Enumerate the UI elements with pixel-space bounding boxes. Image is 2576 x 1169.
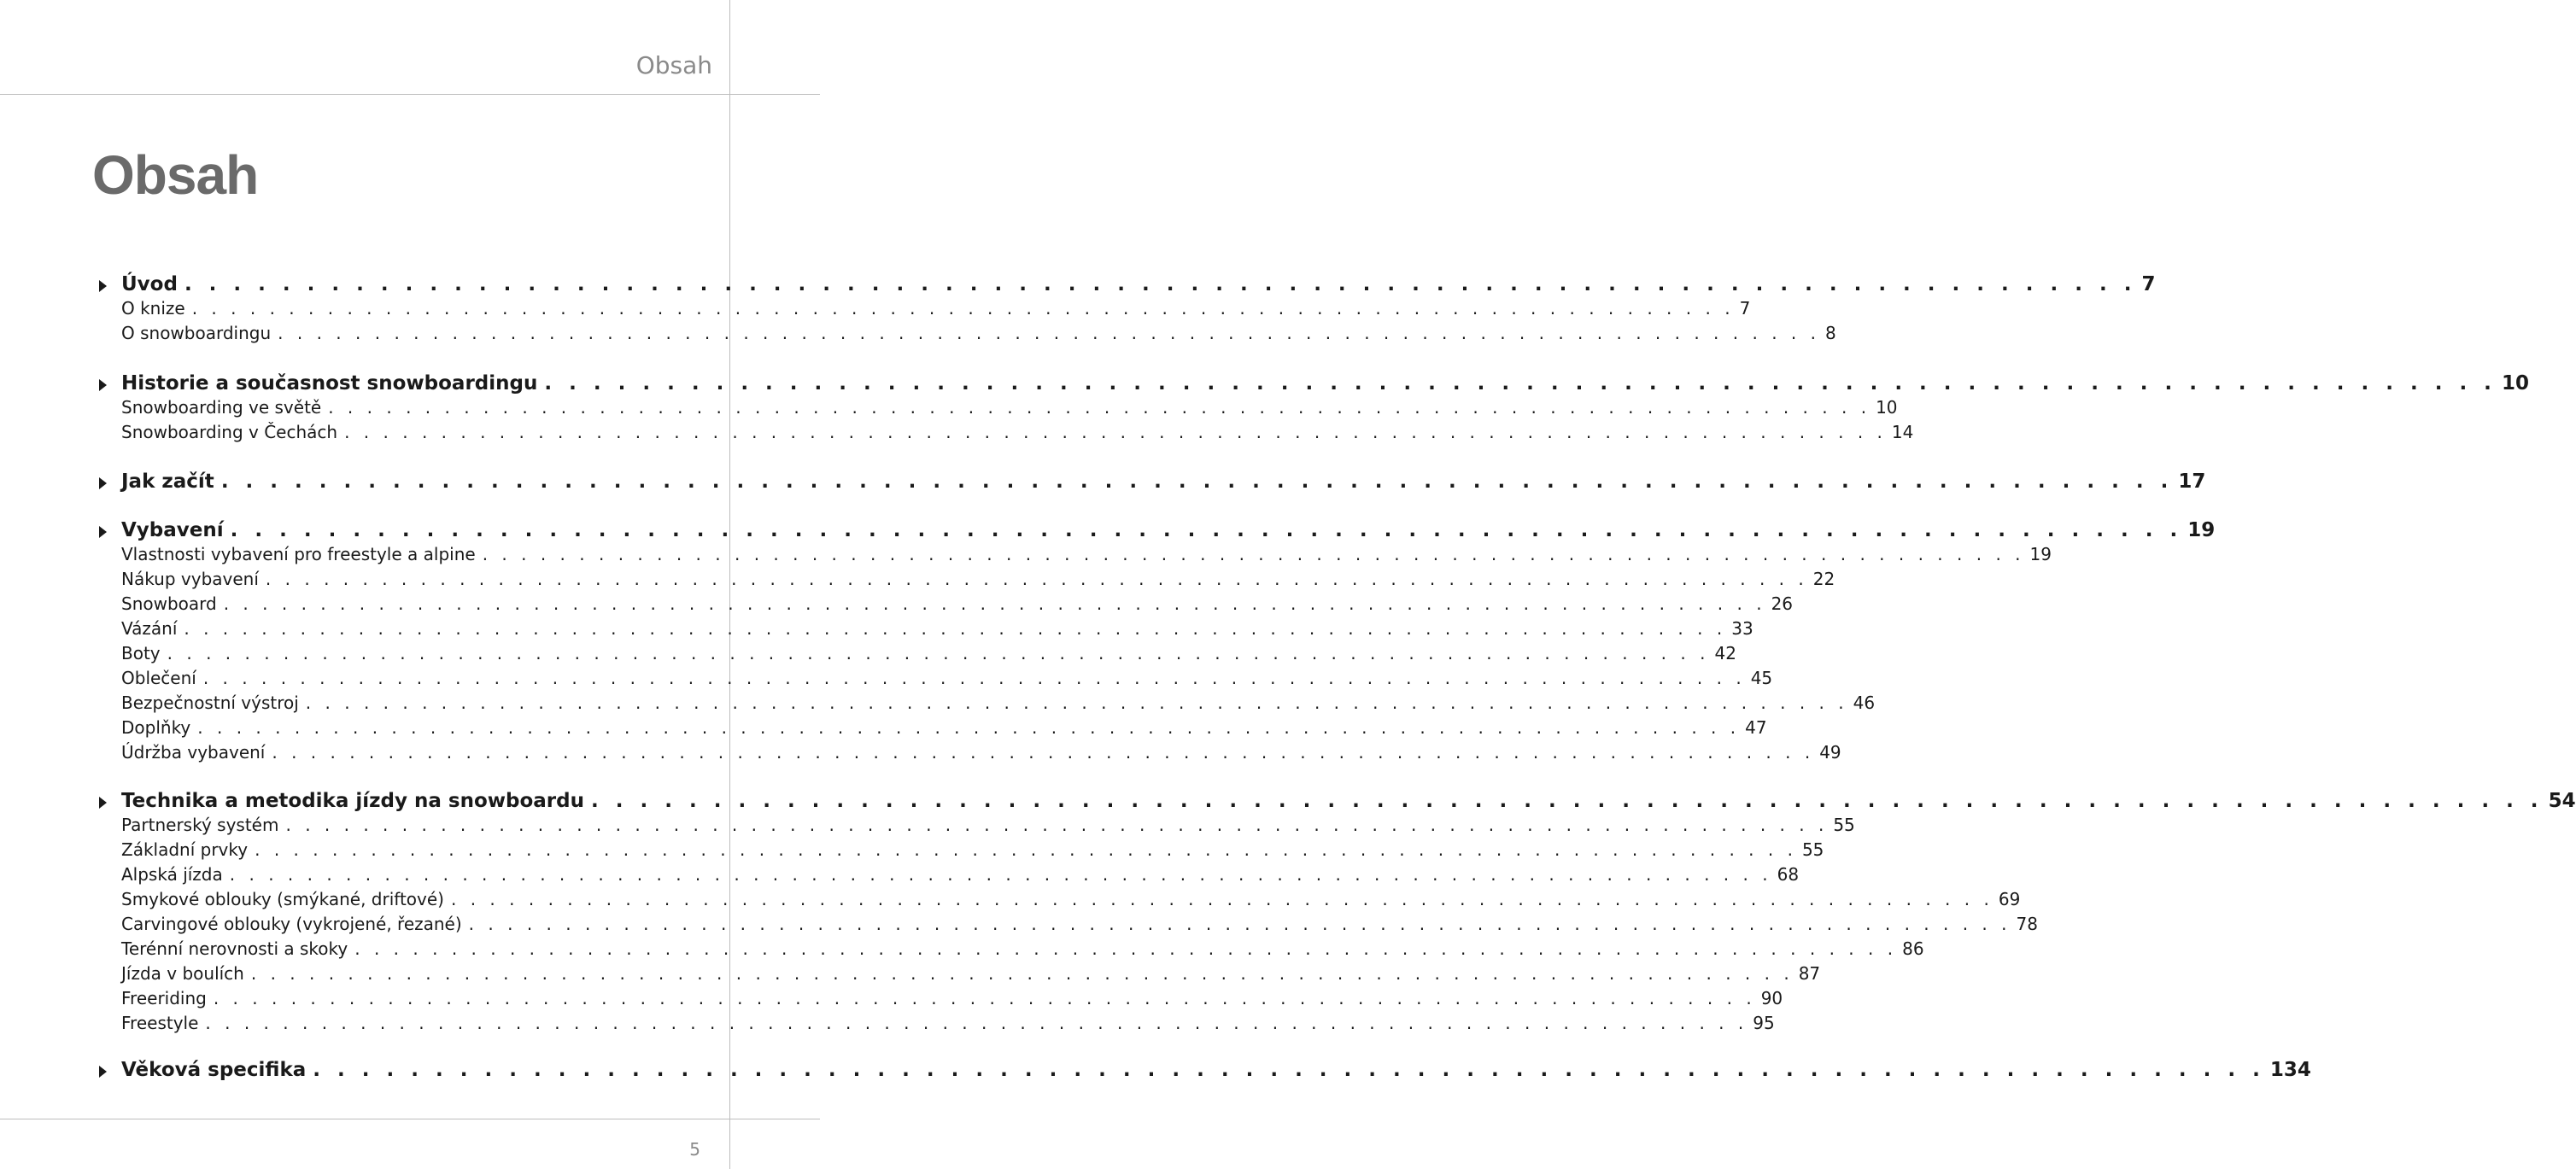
toc-entry-title: O knize — [121, 298, 185, 319]
dot-leader: . . . . . . . . . . . . . . . . . . . . . . . . . . . . . . . . . . . . . . . . . . . . . . . . . . . . . . . . . . . . . . . . . . . . . . . . . . . . . . . . — [191, 298, 1735, 319]
toc-entry-page: 78 — [2016, 914, 2038, 934]
triangle-right-icon — [99, 797, 107, 809]
toc-section-entry — [121, 693, 1876, 718]
dot-leader: . . . . . . . . . . . . . . . . . . . . . . . . . . . . . . . . . . . . . . . . . . . . . . . . . . . . . . . . . . . . . . . . . . . . . . . . . . . . . . . . — [313, 1059, 2265, 1081]
toc-entry-page: 49 — [1819, 742, 1841, 763]
toc-entry-title: Vlastnosti vybavení pro freestyle a alpine — [121, 544, 476, 564]
toc-section-entry — [121, 963, 1821, 989]
toc-entry-title: Jak začít — [121, 471, 214, 493]
dot-leader: . . . . . . . . . . . . . . . . . . . . . . . . . . . . . . . . . . . . . . . . . . . . . . . . . . . . . . . . . . . . . . . . . . . . . . . . . . . . . . . . — [220, 471, 2174, 493]
toc-entry-page: 42 — [1714, 643, 1736, 663]
triangle-right-icon — [99, 280, 107, 292]
toc-entry-page: 69 — [1998, 889, 2021, 909]
dot-leader: . . . . . . . . . . . . . . . . . . . . . . . . . . . . . . . . . . . . . . . . . . . . . . . . . . . . . . . . . . . . . . . . . . . . . . . . . . . . . . . . — [223, 593, 1766, 614]
toc-entry-page: 7 — [2141, 273, 2156, 295]
toc-chapter-entry — [121, 1059, 2311, 1084]
toc-entry-page: 55 — [1833, 815, 1855, 835]
dot-leader: . . . . . . . . . . . . . . . . . . . . . . . . . . . . . . . . . . . . . . . . . . . . . . . . . . . . . . . . . . . . . . . . . . . . . . . . . . . . . . . . — [213, 988, 1756, 1008]
toc-entry-title: Partnerský systém — [121, 815, 279, 835]
toc-entry-page: 22 — [1812, 569, 1835, 589]
toc-entry-page: 68 — [1777, 864, 1800, 885]
toc-section-entry — [121, 717, 1767, 743]
toc-entry-page: 46 — [1853, 693, 1876, 713]
toc-entry-page: 45 — [1750, 668, 1773, 688]
toc-entry-title: Vybavení — [121, 519, 224, 541]
dot-leader: . . . . . . . . . . . . . . . . . . . . . . . . . . . . . . . . . . . . . . . . . . . . . . . . . . . . . . . . . . . . . . . . . . . . . . . . . . . . . . . . — [344, 422, 1887, 442]
dot-leader: . . . . . . . . . . . . . . . . . . . . . . . . . . . . . . . . . . . . . . . . . . . . . . . . . . . . . . . . . . . . . . . . . . . . . . . . . . . . . . . . — [255, 839, 1797, 860]
toc-entry-page: 19 — [2187, 519, 2216, 541]
toc-entry-page: 47 — [1745, 717, 1767, 738]
toc-entry-title: O snowboardingu — [121, 323, 272, 343]
toc-chapter-entry — [121, 790, 2576, 815]
toc-entry-title: Základní prvky — [121, 839, 249, 860]
dot-leader: . . . . . . . . . . . . . . . . . . . . . . . . . . . . . . . . . . . . . . . . . . . . . . . . . . . . . . . . . . . . . . . . . . . . . . . . . . . . . . . . — [184, 618, 1727, 639]
dot-leader: . . . . . . . . . . . . . . . . . . . . . . . . . . . . . . . . . . . . . . . . . . . . . . . . . . . . . . . . . . . . . . . . . . . . . . . . . . . . . . . . — [451, 889, 1993, 909]
toc-section-entry — [121, 839, 1824, 865]
toc-section-entry — [121, 1013, 1775, 1038]
toc-chapter-entry — [121, 471, 2206, 496]
toc-entry-page: 10 — [1876, 397, 1898, 418]
toc-entry-page: 7 — [1739, 298, 1751, 319]
toc-entry-title: Věková specifika — [121, 1059, 307, 1081]
dot-leader: . . . . . . . . . . . . . . . . . . . . . . . . . . . . . . . . . . . . . . . . . . . . . . . . . . . . . . . . . . . . . . . . . . . . . . . . . . . . . . . . — [184, 273, 2137, 295]
dot-leader: . . . . . . . . . . . . . . . . . . . . . . . . . . . . . . . . . . . . . . . . . . . . . . . . . . . . . . . . . . . . . . . . . . . . . . . . . . . . . . . . — [197, 717, 1741, 738]
toc-section-entry — [121, 323, 1836, 348]
dot-leader: . . . . . . . . . . . . . . . . . . . . . . . . . . . . . . . . . . . . . . . . . . . . . . . . . . . . . . . . . . . . . . . . . . . . . . . . . . . . . . . . — [265, 569, 1808, 589]
toc-entry-title: Nákup vybavení — [121, 569, 259, 589]
dot-leader: . . . . . . . . . . . . . . . . . . . . . . . . . . . . . . . . . . . . . . . . . . . . . . . . . . . . . . . . . . . . . . . . . . . . . . . . . . . . . . . . — [202, 668, 1746, 688]
toc-entry-title: Úvod — [121, 273, 178, 295]
toc-entry-page: 14 — [1891, 422, 1914, 442]
toc-section-entry — [121, 668, 1773, 693]
toc-entry-title: Boty — [121, 643, 161, 663]
toc-section-entry — [121, 938, 1924, 964]
toc-section-entry — [121, 569, 1835, 594]
toc-section-entry — [121, 889, 2021, 915]
toc-section-entry — [121, 397, 1898, 423]
toc-entry-title: Snowboarding ve světě — [121, 397, 322, 418]
toc-section-entry — [121, 742, 1841, 768]
dot-leader: . . . . . . . . . . . . . . . . . . . . . . . . . . . . . . . . . . . . . . . . . . . . . . . . . . . . . . . . . . . . . . . . . . . . . . . . . . . . . . . . — [354, 938, 1898, 959]
toc-entry-page: 90 — [1760, 988, 1783, 1008]
toc-entry-page: 54 — [2548, 790, 2576, 812]
toc-entry-title: Doplňky — [121, 717, 191, 738]
toc-entry-title: Smykové oblouky (smýkané, driftové) — [121, 889, 444, 909]
toc-chapter-entry — [121, 372, 2529, 398]
toc-entry-title: Freeriding — [121, 988, 207, 1008]
dot-leader: . . . . . . . . . . . . . . . . . . . . . . . . . . . . . . . . . . . . . . . . . . . . . . . . . . . . . . . . . . . . . . . . . . . . . . . . . . . . . . . . — [305, 693, 1848, 713]
toc-entry-title: Snowboard — [121, 593, 217, 614]
toc-entry-page: 26 — [1771, 593, 1794, 614]
dot-leader: . . . . . . . . . . . . . . . . . . . . . . . . . . . . . . . . . . . . . . . . . . . . . . . . . . . . . . . . . . . . . . . . . . . . . . . . . . . . . . . . — [205, 1013, 1748, 1033]
dot-leader: . . . . . . . . . . . . . . . . . . . . . . . . . . . . . . . . . . . . . . . . . . . . . . . . . . . . . . . . . . . . . . . . . . . . . . . . . . . . . . . . — [229, 864, 1772, 885]
running-head: Obsah — [635, 51, 712, 79]
toc-entry-title: Terénní nerovnosti a skoky — [121, 938, 348, 959]
triangle-right-icon — [99, 1066, 107, 1078]
toc-entry-page: 86 — [1902, 938, 1924, 959]
toc-section-entry — [121, 864, 1800, 890]
toc-entry-title: Snowboarding v Čechách — [121, 422, 338, 442]
dot-leader: . . . . . . . . . . . . . . . . . . . . . . . . . . . . . . . . . . . . . . . . . . . . . . . . . . . . . . . . . . . . . . . . . . . . . . . . . . . . . . . . — [272, 742, 1815, 763]
dot-leader: . . . . . . . . . . . . . . . . . . . . . . . . . . . . . . . . . . . . . . . . . . . . . . . . . . . . . . . . . . . . . . . . . . . . . . . . . . . . . . . . — [482, 544, 2025, 564]
triangle-right-icon — [99, 526, 107, 538]
toc-entry-title: Jízda v boulích — [121, 963, 244, 984]
toc-entry-page: 33 — [1731, 618, 1753, 639]
toc-section-entry — [121, 988, 1783, 1014]
dot-leader: . . . . . . . . . . . . . . . . . . . . . . . . . . . . . . . . . . . . . . . . . . . . . . . . . . . . . . . . . . . . . . . . . . . . . . . . . . . . . . . . — [167, 643, 1710, 663]
page-number: 5 — [689, 1139, 700, 1160]
toc-entry-title: Oblečení — [121, 668, 196, 688]
toc-entry-title: Technika a metodika jízdy na snowboardu — [121, 790, 584, 812]
toc-section-entry — [121, 422, 1914, 447]
toc-section-entry — [121, 618, 1753, 644]
dot-leader: . . . . . . . . . . . . . . . . . . . . . . . . . . . . . . . . . . . . . . . . . . . . . . . . . . . . . . . . . . . . . . . . . . . . . . . . . . . . . . . . — [230, 519, 2183, 541]
toc-section-entry — [121, 643, 1736, 669]
toc-entry-title: Údržba vybavení — [121, 742, 266, 763]
toc-entry-page: 95 — [1753, 1013, 1775, 1033]
page-title: Obsah — [92, 144, 259, 206]
dot-leader: . . . . . . . . . . . . . . . . . . . . . . . . . . . . . . . . . . . . . . . . . . . . . . . . . . . . . . . . . . . . . . . . . . . . . . . . . . . . . . . . — [278, 323, 1820, 343]
toc-section-entry — [121, 815, 1855, 840]
dot-leader: . . . . . . . . . . . . . . . . . . . . . . . . . . . . . . . . . . . . . . . . . . . . . . . . . . . . . . . . . . . . . . . . . . . . . . . . . . . . . . . . — [544, 372, 2497, 395]
toc-chapter-entry — [121, 273, 2156, 299]
toc-chapter-entry — [121, 519, 2216, 545]
toc-section-entry — [121, 593, 1794, 619]
toc-entry-title: Alpská jízda — [121, 864, 223, 885]
toc-entry-title: Carvingové oblouky (vykrojené, řezané) — [121, 914, 462, 934]
toc-entry-title: Freestyle — [121, 1013, 199, 1033]
toc-entry-title: Historie a současnost snowboardingu — [121, 372, 538, 395]
toc-section-entry — [121, 544, 2052, 570]
dot-leader: . . . . . . . . . . . . . . . . . . . . . . . . . . . . . . . . . . . . . . . . . . . . . . . . . . . . . . . . . . . . . . . . . . . . . . . . . . . . . . . . — [250, 963, 1794, 984]
toc-entry-page: 134 — [2269, 1059, 2311, 1081]
toc-entry-page: 19 — [2029, 544, 2052, 564]
toc-entry-page: 8 — [1825, 323, 1836, 343]
dot-leader: . . . . . . . . . . . . . . . . . . . . . . . . . . . . . . . . . . . . . . . . . . . . . . . . . . . . . . . . . . . . . . . . . . . . . . . . . . . . . . . . — [285, 815, 1829, 835]
triangle-right-icon — [99, 379, 107, 391]
toc-entry-title: Bezpečnostní výstroj — [121, 693, 299, 713]
header-rule — [0, 94, 820, 95]
toc-section-entry — [121, 298, 1751, 324]
dot-leader: . . . . . . . . . . . . . . . . . . . . . . . . . . . . . . . . . . . . . . . . . . . . . . . . . . . . . . . . . . . . . . . . . . . . . . . . . . . . . . . . — [328, 397, 1871, 418]
toc-section-entry — [121, 914, 2038, 939]
toc-entry-page: 87 — [1798, 963, 1821, 984]
toc-entry-page: 10 — [2501, 372, 2529, 395]
toc-entry-page: 17 — [2178, 471, 2206, 493]
toc-entry-title: Vázání — [121, 618, 178, 639]
triangle-right-icon — [99, 477, 107, 489]
dot-leader: . . . . . . . . . . . . . . . . . . . . . . . . . . . . . . . . . . . . . . . . . . . . . . . . . . . . . . . . . . . . . . . . . . . . . . . . . . . . . . . . — [590, 790, 2544, 812]
toc-entry-page: 55 — [1801, 839, 1824, 860]
dot-leader: . . . . . . . . . . . . . . . . . . . . . . . . . . . . . . . . . . . . . . . . . . . . . . . . . . . . . . . . . . . . . . . . . . . . . . . . . . . . . . . . — [468, 914, 2011, 934]
